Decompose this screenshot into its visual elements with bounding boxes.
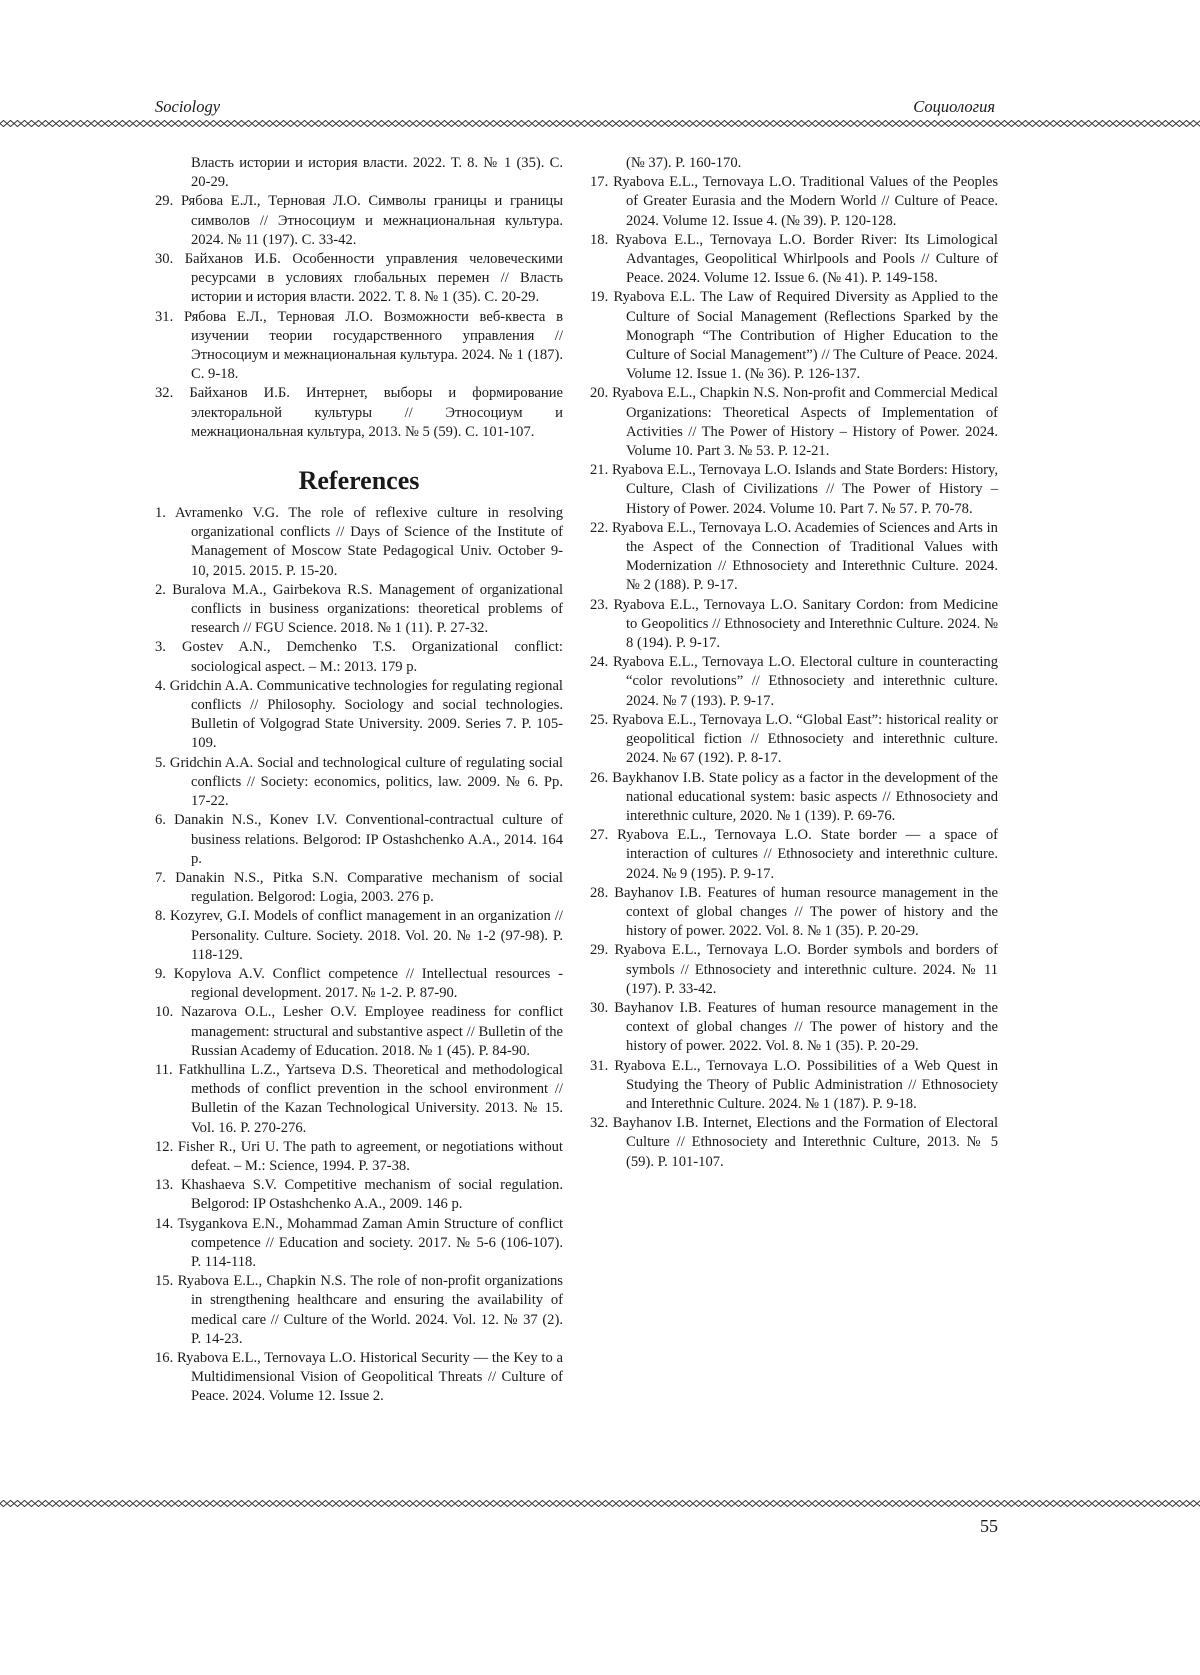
bottom-ornament-rule: [0, 1500, 1200, 1507]
reference-text: Gostev A.N., Demchenko T.S. Organizational conflict: sociological aspect. – M.: 2013. 179 p.: [181, 639, 563, 675]
reference-text: Fisher R., Uri U. The path to agreement, or negotiations without defeat. – M.: Science, 1994. P. 37-38.: [177, 1138, 563, 1174]
reference-item: [155, 308, 563, 385]
reference-number: 32.: [590, 1115, 609, 1132]
reference-item: [590, 941, 998, 999]
reference-text: Kopylova A.V. Conflict competence // Intellectual resources - regional development. 2017. № 1-2. P. 87-90.: [173, 965, 563, 1002]
reference-number: 32.: [155, 385, 174, 402]
reference-number: 25.: [590, 711, 609, 728]
reference-text: Рябова Е.Л., Терновая Л.О. Возможности веб-квеста в изучении теории государственного управления // Этносоциум и межнациональная культура. 2024. № 1 (187). С. 9-18.: [184, 308, 563, 383]
reference-text: Khashaeva S.V. Competitive mechanism of social regulation. Belgorod: IP Ostashchenko A.A., 2009. 146 p.: [180, 1177, 563, 1213]
reference-number: 22.: [590, 519, 609, 536]
reference-number: 11.: [155, 1061, 173, 1078]
reference-item: [590, 999, 998, 1057]
reference-text: Ryabova E.L., Ternovaya L.O. Border symbols and borders of symbols // Ethnosociety and interethnic culture. 2024. № 11 (197). P. 33-42.: [614, 942, 998, 997]
reference-text: Ryabova E.L., Ternovaya L.O. “Global East”: historical reality or geopolitical fiction // Ethnosociety and interethnic culture. 2024. № 67 (192). P. 8-17.: [612, 711, 998, 767]
reference-text: Nazarova O.L., Lesher O.V. Employee readiness for conflict management: structural and substantive aspect // Bulletin of the Russian Academy of Education. 2018. № 1 (45). P. 84-90.: [181, 1004, 563, 1059]
reference-item: [590, 173, 998, 231]
reference-item: [155, 811, 563, 869]
reference-number: 1.: [155, 505, 166, 522]
reference-item: [590, 231, 998, 289]
references-heading: References: [298, 466, 420, 496]
reference-text: Buralova M.A., Gairbekova R.S. Management of organizational conflicts in business organizations: theoretical problems of research // FGU Science. 2018. № 1 (11). P. 27-32.: [172, 581, 563, 637]
reference-text: Ryabova E.L., Ternovaya L.O. Academies of Sciences and Arts in the Aspect of the Connection of Traditional Values with Modernization // Ethnosociety and Interethnic Culture. 2024. № 2 (188). P. 9-17.: [612, 519, 998, 594]
top-ornament-rule: [0, 120, 1200, 127]
reference-text: Danakin N.S., Konev I.V. Conventional-contractual culture of business relations. Belgorod: IP Ostashchenko A.A., 2014. 164 p.: [174, 812, 563, 867]
reference-number: 31.: [155, 308, 174, 325]
reference-number: 19.: [590, 289, 609, 306]
reference-item: [155, 1215, 563, 1273]
reference-text: Bayhanov I.B. Internet, Elections and the Formation of Electoral Culture // Ethnosociety and Interethnic Culture, 2013. № 5 (59). P. 101-107.: [612, 1115, 998, 1170]
reference-number: 18.: [590, 231, 609, 248]
reference-item: [155, 1176, 563, 1214]
reference-item: [590, 711, 998, 769]
reference-item: [155, 581, 563, 639]
reference-text: Ryabova E.L. The Law of Required Diversity as Applied to the Culture of Social Management (Reflections Sparked by the Monograph “The Contribution of Higher Education to the Culture of Social Management”) // The Culture of Peace. 2024. Volume 12. Issue 1. (№ 36). P. 126-137.: [613, 289, 998, 383]
reference-number: 29.: [155, 193, 174, 210]
reference-item: [590, 384, 998, 461]
russian-reference-list: [155, 192, 563, 442]
reference-text: Ryabova E.L., Ternovaya L.O. State border — a space of interaction of cultures // Ethnosociety and interethnic culture. 2024. № 9 (195). P. 9-17.: [617, 827, 998, 882]
reference-text: Ryabova E.L., Ternovaya L.O. Sanitary Cordon: from Medicine to Geopolitics // Ethnosociety and Interethnic Culture. 2024. № 8 (194). P. 9-17.: [613, 596, 998, 652]
reference-number: 16.: [155, 1349, 174, 1366]
reference-item: [155, 965, 563, 1003]
reference-text: Gridchin A.A. Social and technological culture of regulating social conflicts // Society: economics, politics, law. 2009. № 6. Pp. 17-22.: [169, 754, 563, 810]
reference-number: 8.: [155, 908, 166, 925]
reference-item: [155, 638, 563, 676]
reference-text: Ryabova E.L., Ternovaya L.O. Traditional Values of the Peoples of Greater Eurasia and the Modern World // Culture of Peace. 2024. Volume 12. Issue 4. (№ 39). P. 120-128.: [613, 174, 998, 229]
reference-item: [155, 1061, 563, 1138]
reference-text: Ryabova E.L., Ternovaya L.O. Possibilities of a Web Quest in Studying the Theory of Public Administration // Ethnosociety and Interethnic Culture. 2024. № 1 (187). P. 9-18.: [614, 1057, 999, 1112]
header-section-en: Sociology: [155, 97, 221, 116]
reference-item: [155, 192, 563, 250]
reference-continuation: Власть истории и история власти. 2022. Т. 8. № 1 (35). С. 20-29.: [191, 155, 563, 191]
page-number: 55: [980, 1516, 998, 1536]
reference-number: 10.: [155, 1004, 174, 1021]
reference-item: [590, 884, 998, 942]
reference-text: Fatkhullina L.Z., Yartseva D.S. Theoretical and methodological methods of conflict prevention in the school environment // Bulletin of the Kazan Technological University. 2013. № 15. Vol. 16. P. 270-276.: [178, 1061, 563, 1136]
reference-item: [155, 1349, 563, 1407]
reference-item: [155, 384, 563, 442]
reference-text: Ryabova E.L., Chapkin N.S. Non-profit and Commercial Medical Organizations: Theoretical Aspects of Implementation of Activities // The Power of History – History of Power. 2024. Volume 10. Part 3. № 53. P. 12-21.: [612, 385, 998, 460]
reference-number: 15.: [155, 1273, 174, 1290]
reference-item: [590, 1057, 998, 1115]
reference-item: [590, 519, 998, 596]
running-header: [155, 97, 995, 119]
reference-number: 21.: [590, 462, 609, 479]
reference-item: [155, 869, 563, 907]
reference-text: Kozyrev, G.I. Models of conflict management in an organization // Personality. Culture. Society. 2018. Vol. 20. № 1-2 (97-98). P. 118-129.: [170, 908, 563, 963]
reference-text: Bayhanov I.B. Features of human resource management in the context of global changes // The power of history and the history of power. 2022. Vol. 8. № 1 (35). P. 20-29.: [614, 999, 998, 1055]
reference-number: 30.: [155, 251, 174, 268]
reference-item: [155, 907, 563, 965]
reference-number: 3.: [155, 639, 166, 656]
reference-number: 28.: [590, 884, 609, 901]
reference-number: 20.: [590, 385, 609, 402]
reference-text: Ryabova E.L., Ternovaya L.O. Islands and State Borders: History, Culture, Clash of Civilizations // The Power of History – History of Power. 2024. Volume 10. Part 7. № 57. P. 70-78.: [611, 462, 999, 517]
reference-number: 17.: [590, 174, 609, 191]
left-column: [155, 154, 563, 1407]
reference-text: Ryabova E.L., Ternovaya L.O. Electoral culture in counteracting “color revolutions” // Ethnosociety and interethnic culture. 2024. № 7 (193). P. 9-17.: [612, 654, 998, 709]
reference-text: Ryabova E.L., Ternovaya L.O. Historical Security — the Key to a Multidimensional Vision of Geopolitical Threats // Culture of Peace. 2024. Volume 12. Issue 2.: [176, 1349, 563, 1405]
reference-item: [155, 1272, 563, 1349]
reference-item: [590, 826, 998, 884]
reference-item: [155, 1138, 563, 1176]
reference-number: 31.: [590, 1057, 609, 1074]
english-reference-list: [155, 504, 563, 1407]
reference-text: Ryabova E.L., Chapkin N.S. The role of non-profit organizations in strengthening healthcare and ensuring the availability of medical care // Culture of the World. 2024. Vol. 12. № 37 (2). P. 14-23.: [177, 1273, 563, 1347]
reference-text: Bayhanov I.B. Features of human resource management in the context of global changes // The power of history and the history of power. 2022. Vol. 8. № 1 (35). P. 20-29.: [614, 884, 998, 940]
reference-number: 30.: [590, 999, 609, 1016]
reference-continuation: (№ 37). P. 160-170.: [626, 155, 742, 171]
reference-text: Gridchin A.A. Communicative technologies for regulating regional conflicts // Philosophy. Sociology and social technologies. Bulletin of Volgograd State University. 2009. Series 7. P. 105-109.: [169, 677, 563, 752]
reference-item: [590, 461, 998, 519]
reference-text: Danakin N.S., Pitka S.N. Comparative mechanism of social regulation. Belgorod: Logia, 2003. 276 p.: [175, 869, 563, 906]
reference-item: [590, 769, 998, 827]
reference-text: Avramenko V.G. The role of reflexive culture in resolving organizational conflicts // Days of Science of the Institute of Management of Moscow State Pedagogical Univ. October 9-10, 2015. 2015. P. 15-20.: [174, 505, 563, 579]
reference-item: [155, 1003, 563, 1061]
reference-text: Tsygankova E.N., Mohammad Zaman Amin Structure of conflict competence // Education and society. 2017. № 5-6 (106-107). P. 114-118.: [177, 1215, 563, 1270]
reference-item: [590, 288, 998, 384]
reference-text: Байханов И.Б. Интернет, выборы и формирование электоральной культуры // Этносоциум и межнациональная культура, 2013. № 5 (59). С. 101-107.: [189, 385, 563, 440]
reference-text: Baykhanov I.B. State policy as a factor in the development of the national educational system: basic aspects // Ethnosociety and interethnic culture, 2020. № 1 (139). P. 69-76.: [612, 769, 998, 824]
reference-item: [590, 653, 998, 711]
reference-number: 24.: [590, 654, 609, 671]
reference-item: [155, 754, 563, 812]
english-reference-list-continued: [590, 173, 998, 1172]
reference-number: 2.: [155, 581, 166, 598]
reference-number: 12.: [155, 1138, 174, 1155]
reference-item: [590, 596, 998, 654]
reference-number: 4.: [155, 677, 166, 694]
reference-number: 27.: [590, 827, 609, 844]
reference-number: 23.: [590, 596, 609, 613]
reference-number: 29.: [590, 942, 609, 959]
reference-number: 6.: [155, 812, 166, 829]
reference-text: Ryabova E.L., Ternovaya L.O. Border River: Its Limological Advantages, Geopolitical Whirlpools and Pools // Culture of Peace. 2024. Volume 12. Issue 6. (№ 41). P. 149-158.: [615, 231, 998, 287]
reference-item: [155, 677, 563, 754]
reference-text: Байханов И.Б. Особенности управления человеческими ресурсами в условиях глобальных перемен // Власть истории и история власти. 2022. Т. 8. № 1 (35). С. 20-29.: [184, 251, 563, 306]
reference-number: 26.: [590, 769, 609, 786]
reference-number: 5.: [155, 754, 166, 771]
header-section-ru: Социология: [913, 97, 995, 116]
reference-number: 13.: [155, 1177, 174, 1194]
reference-number: 9.: [155, 965, 166, 982]
right-column: [590, 154, 998, 1172]
reference-item: [155, 504, 563, 581]
reference-text: Рябова Е.Л., Терновая Л.О. Символы границы и границы символов // Этносоциум и межнациональная культура. 2024. № 11 (197). С. 33-42.: [180, 193, 564, 248]
reference-number: 14.: [155, 1215, 174, 1232]
reference-item: [590, 1114, 998, 1172]
reference-item: [155, 250, 563, 308]
reference-number: 7.: [155, 869, 166, 886]
